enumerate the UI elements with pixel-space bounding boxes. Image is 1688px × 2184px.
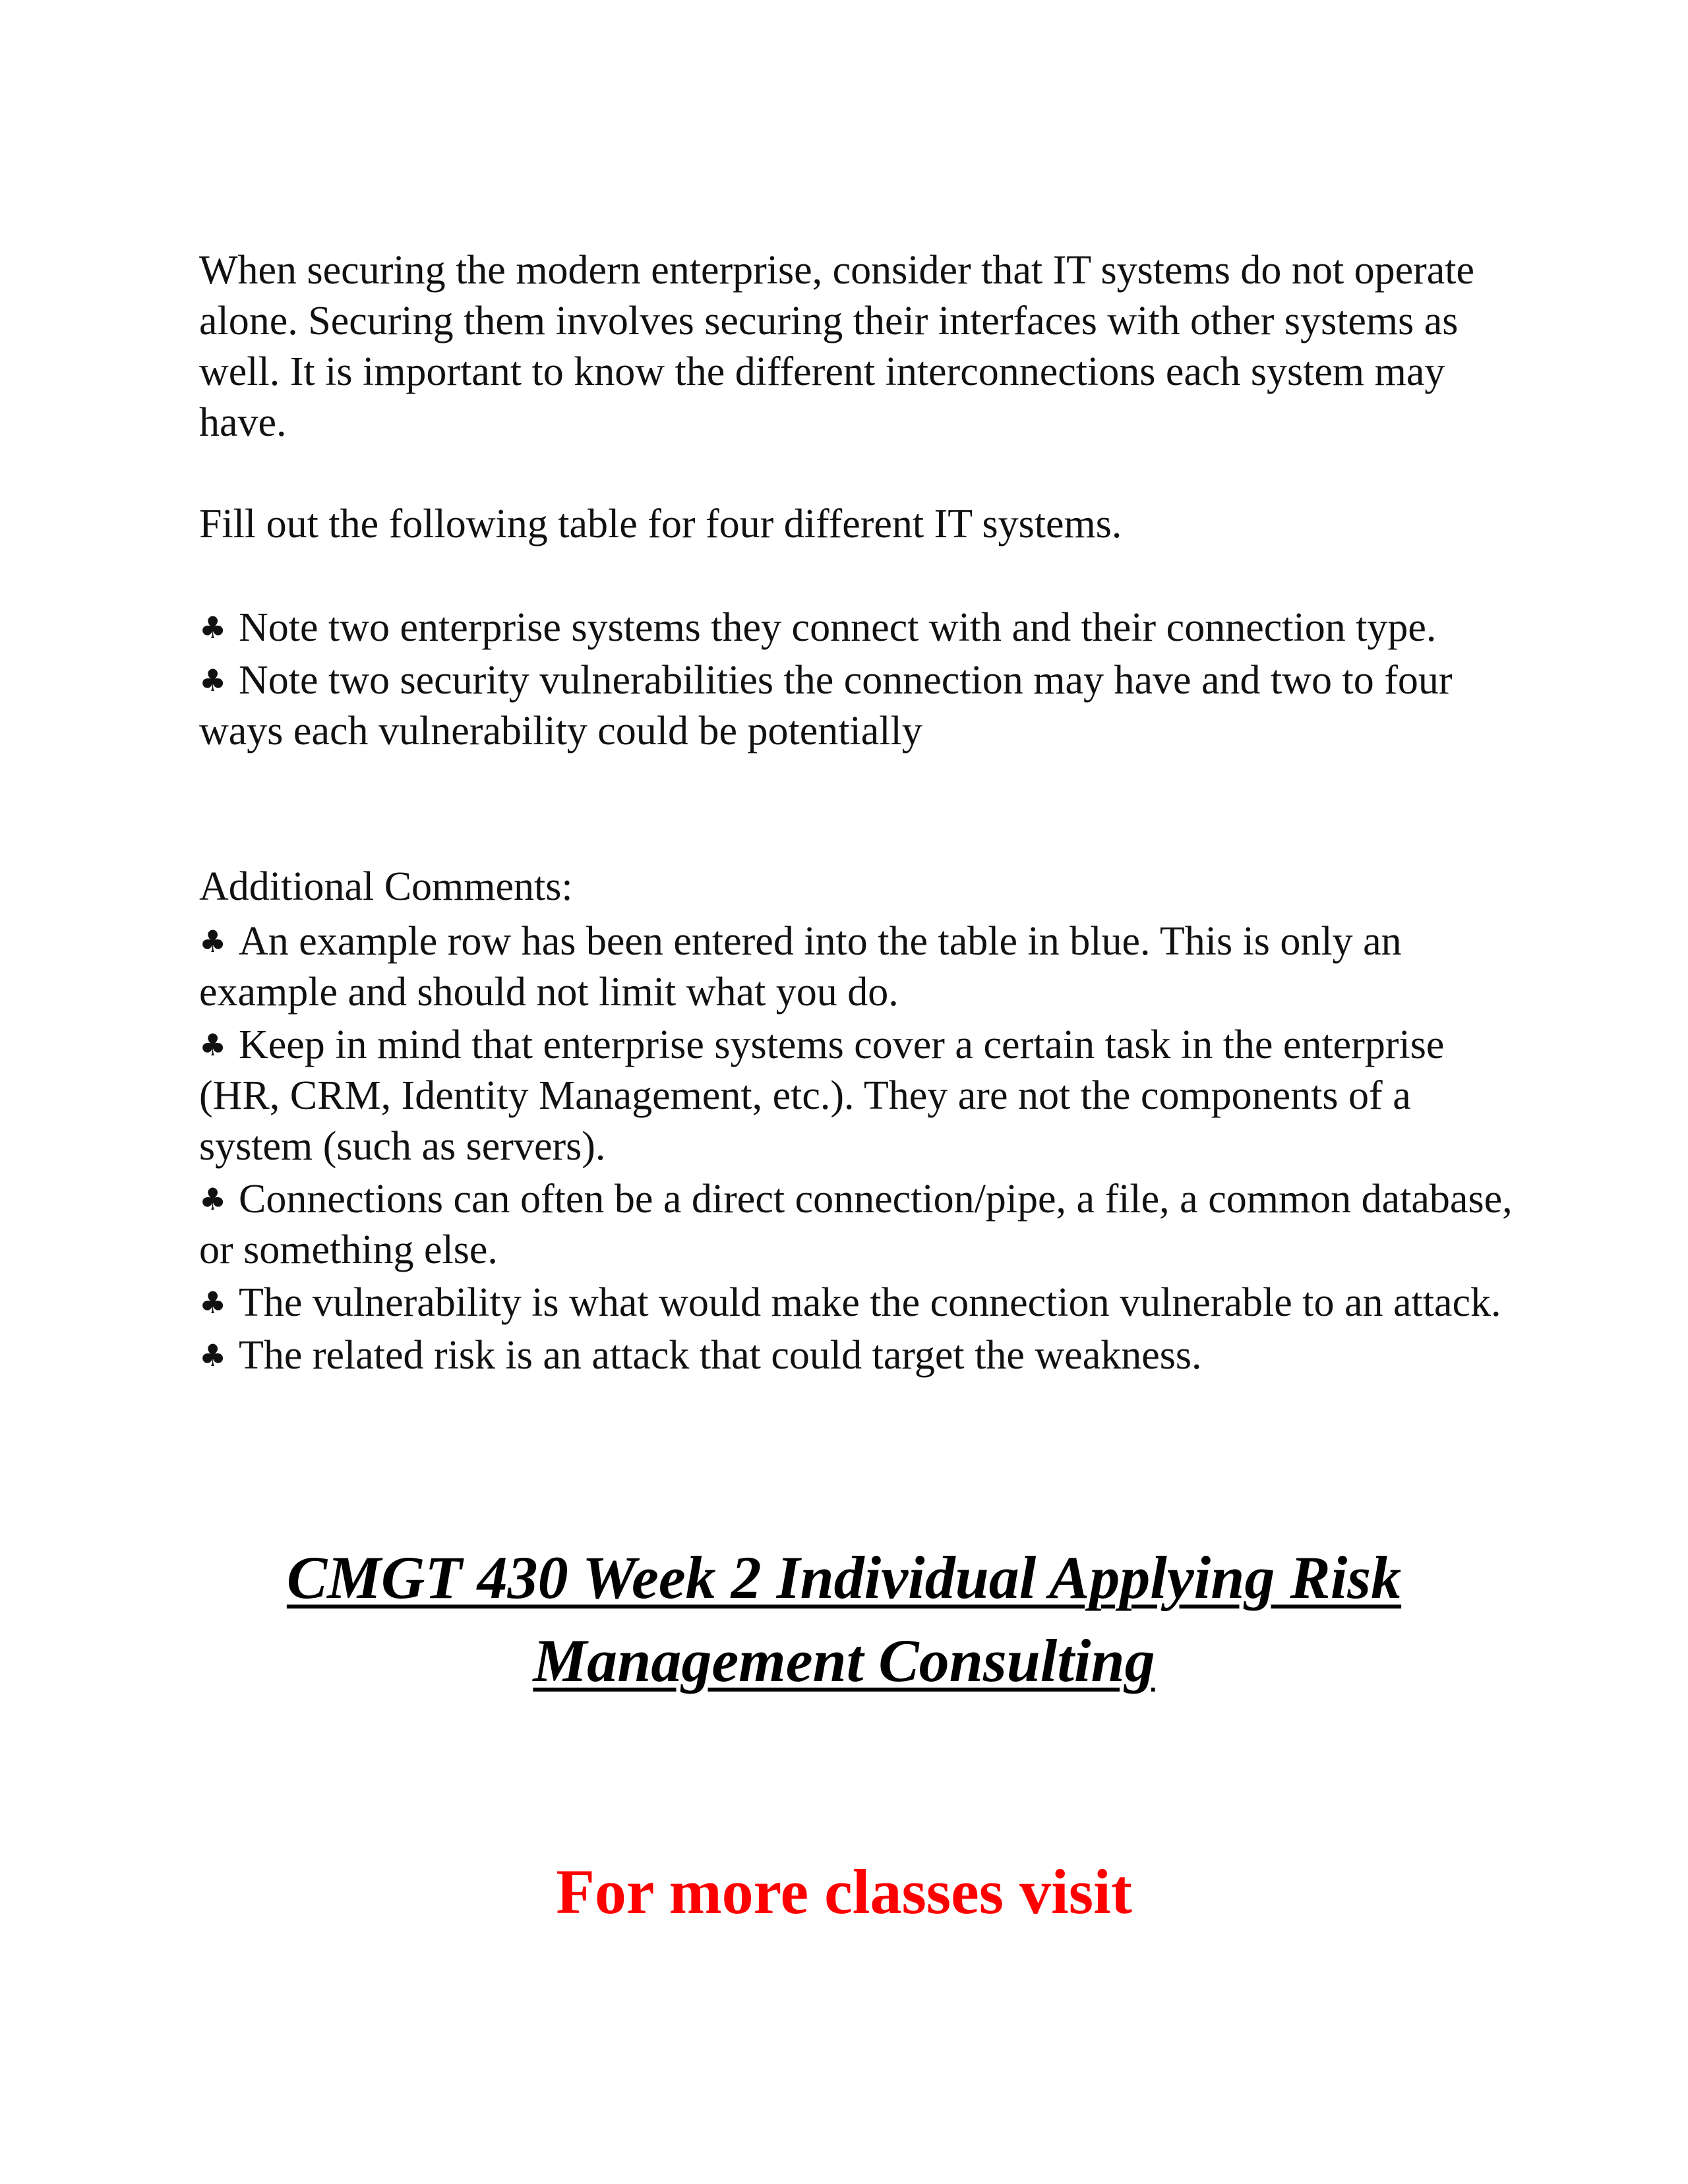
instruction-paragraph: Fill out the following table for four different IT systems. xyxy=(199,502,1122,546)
club-icon: ♣ xyxy=(199,924,227,959)
club-icon: ♣ xyxy=(199,610,227,645)
visit-banner: For more classes visit xyxy=(556,1856,1132,1927)
list-item xyxy=(199,1174,1518,1276)
list-item-text: Keep in mind that enterprise systems cover a certain task in the enterprise (HR, CRM, Identity Management, etc.). They are not the components of a system (such as servers). xyxy=(199,1022,1445,1169)
list-item xyxy=(199,1020,1518,1172)
course-title xyxy=(0,1536,1688,1702)
list-item-text: Connections can often be a direct connection/pipe, a file, a common database, or something else. xyxy=(199,1177,1513,1272)
list-item xyxy=(199,1330,1518,1381)
list-item xyxy=(199,916,1518,1018)
list-item xyxy=(199,655,1518,757)
list-item-text: Note two security vulnerabilities the connection may have and two to four ways each vulnerability could be potentially xyxy=(199,658,1453,753)
club-icon: ♣ xyxy=(199,663,227,698)
club-icon: ♣ xyxy=(199,1027,227,1063)
list-item xyxy=(199,1278,1518,1328)
comments-list xyxy=(199,916,1518,1383)
list-item-text: The related risk is an attack that could target the weakness. xyxy=(239,1333,1202,1378)
intro-paragraph: When securing the modern enterprise, consider that IT systems do not operate alone. Securing them involves securing their interfaces with other systems as well. It is important to know the different interconnections each system may have. xyxy=(199,248,1475,445)
list-item-text: An example row has been entered into the table in blue. This is only an example and should not limit what you do. xyxy=(199,919,1402,1015)
course-title-line-2: Management Consulting xyxy=(533,1627,1155,1694)
course-title-line-1: CMGT 430 Week 2 Individual Applying Risk xyxy=(286,1544,1402,1611)
club-icon: ♣ xyxy=(199,1285,227,1320)
comments-heading: Additional Comments: xyxy=(199,864,573,909)
club-icon: ♣ xyxy=(199,1181,227,1217)
list-item-text: The vulnerability is what would make the connection vulnerable to an attack. xyxy=(239,1280,1501,1325)
list-item xyxy=(199,603,1518,653)
list-item-text: Note two enterprise systems they connect with and their connection type. xyxy=(239,605,1437,650)
requirements-list xyxy=(199,603,1518,759)
club-icon: ♣ xyxy=(199,1338,227,1373)
